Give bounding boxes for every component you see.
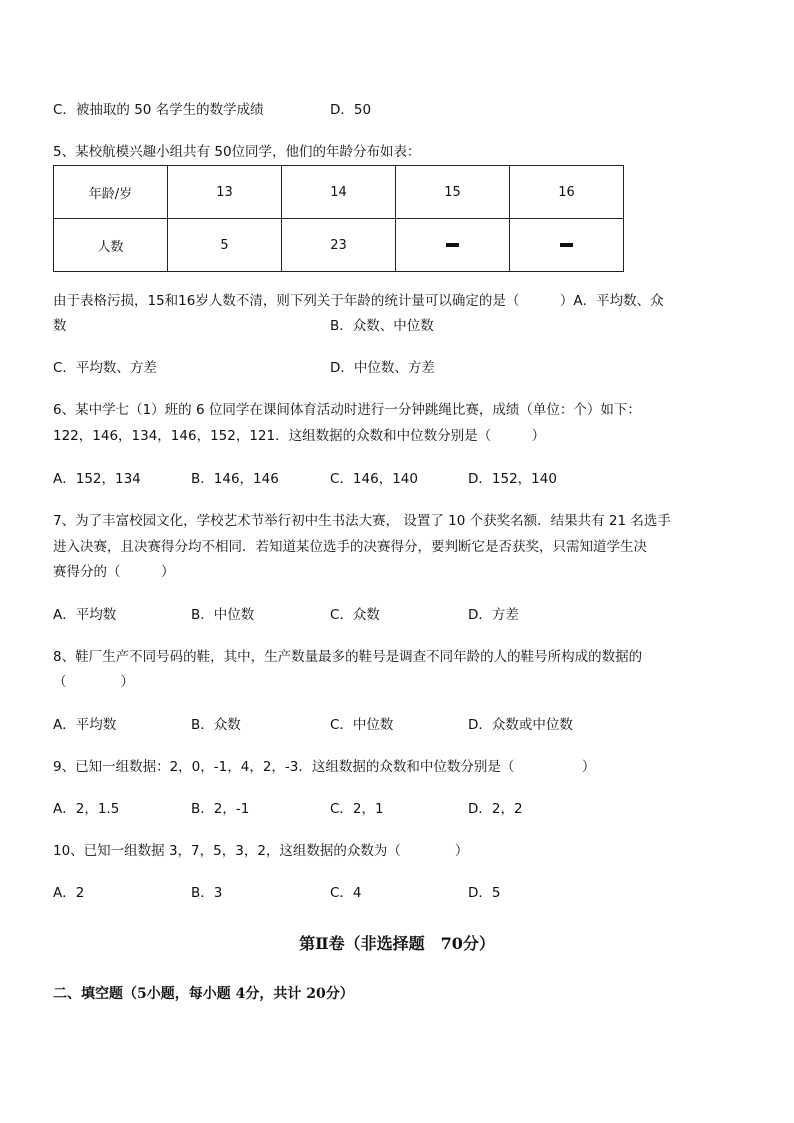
table-cell: 13: [168, 166, 282, 219]
table-row: [54, 219, 624, 272]
q6-option-a: A．152，134: [53, 471, 141, 487]
q4-option-d: D．50: [330, 102, 372, 118]
q10-option-d: D．5: [468, 885, 501, 901]
q8-option-a: A．平均数: [53, 717, 117, 733]
q4-option-c: C．被抽取的 50 名学生的数学成绩: [53, 102, 264, 118]
q8-option-d: D．众数或中位数: [468, 717, 573, 733]
q9-stem: 9、已知一组数据：2，0，-1，4，2，-3．这组数据的众数和中位数分别是（ ）: [53, 759, 596, 775]
q5-text-line2: 数: [53, 318, 67, 334]
q7-stem-line3: 赛得分的（ ）: [53, 564, 175, 580]
q7-option-c: C．众数: [330, 607, 380, 623]
table-cell-smudged: [396, 219, 510, 272]
table-cell: 16: [510, 166, 624, 219]
q10-option-c: C．4: [330, 885, 362, 901]
q8-stem-line2: （ ）: [53, 674, 134, 690]
q6-stem-line2: 122，146，134，146，152，121．这组数据的众数和中位数分别是（ ）: [53, 428, 546, 444]
table-cell: 5: [168, 219, 282, 272]
table-cell: 23: [282, 219, 396, 272]
table-row: [54, 166, 624, 219]
table-cell: 14: [282, 166, 396, 219]
smudge-mark: [560, 243, 573, 247]
q5-option-b: B．众数、中位数: [330, 318, 434, 334]
q7-stem-line2: 进入决赛，且决赛得分均不相同．若知道某位选手的决赛得分，要判断它是否获奖，只需知道学生决: [53, 539, 647, 555]
q7-option-b: B．中位数: [191, 607, 255, 623]
age-distribution-table: [53, 165, 624, 272]
q7-option-d: D．方差: [468, 607, 519, 623]
q10-option-a: A．2: [53, 885, 85, 901]
q7-stem-line1: 7、为了丰富校园文化，学校艺术节举行初中生书法大赛， 设置了 10 个获奖名额．结果共有 21 名选手: [53, 513, 671, 529]
table-cell: 年龄/岁: [54, 166, 168, 219]
q8-option-c: C．中位数: [330, 717, 394, 733]
q10-option-b: B．3: [191, 885, 223, 901]
q8-option-b: B．众数: [191, 717, 241, 733]
smudge-mark: [446, 243, 459, 247]
fill-in-heading: 二、填空题（5小题，每小题 4分，共计 20分）: [53, 986, 354, 1002]
q8-stem-line1: 8、鞋厂生产不同号码的鞋，其中，生产数量最多的鞋号是调查不同年龄的人的鞋号所构成的数据的: [53, 649, 643, 665]
q7-option-a: A．平均数: [53, 607, 117, 623]
q9-option-c: C．2，1: [330, 801, 384, 817]
q6-option-b: B．146，146: [191, 471, 279, 487]
q10-stem: 10、已知一组数据 3，7，5，3，2，这组数据的众数为（ ）: [53, 843, 469, 859]
q6-stem-line1: 6、某中学七（1）班的 6 位同学在课间体育活动时进行一分钟跳绳比赛，成绩（单位：个）如下：: [53, 402, 641, 418]
q9-option-b: B．2，-1: [191, 801, 250, 817]
q5-option-d: D．中位数、方差: [330, 360, 435, 376]
q6-option-c: C．146，140: [330, 471, 418, 487]
section-title: 第Ⅱ卷（非选择题 70分）: [299, 934, 495, 953]
table-cell: 15: [396, 166, 510, 219]
q6-option-d: D．152，140: [468, 471, 557, 487]
q5-stem: 5、某校航模兴趣小组共有 50位同学，他们的年龄分布如表：: [53, 144, 421, 160]
table-cell-smudged: [510, 219, 624, 272]
q9-option-d: D．2，2: [468, 801, 523, 817]
q5-text-line1: 由于表格污损，15和16岁人数不清，则下列关于年龄的统计量可以确定的是（ ）A．平均数、众: [53, 293, 664, 309]
table-cell: 人数: [54, 219, 168, 272]
q5-option-c: C．平均数、方差: [53, 360, 157, 376]
q9-option-a: A．2，1.5: [53, 801, 120, 817]
